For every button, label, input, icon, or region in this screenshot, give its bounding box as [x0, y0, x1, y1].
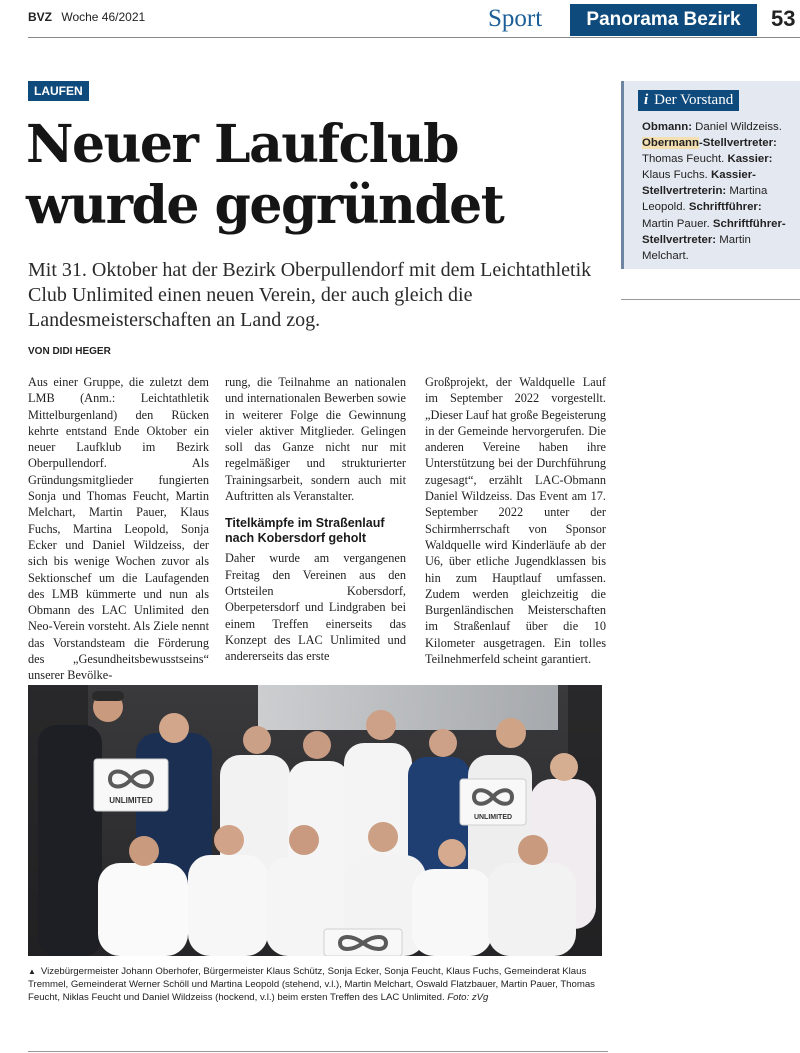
group-photo-illustration — [28, 685, 602, 956]
standfirst: Mit 31. Oktober hat der Bezirk Oberpullendorf mit dem Leichtathletik Club Unlimited einen neuen Verein, der auch gleich die Landesmeisterschaften an Land zog. — [28, 259, 592, 331]
role-deputy-treasurer: Kassier-Stellvertreterin: — [642, 169, 756, 198]
photo-caption — [28, 965, 602, 1005]
name-chairman: Daniel Wildzeiss. — [692, 121, 782, 133]
body-column-2 — [225, 374, 406, 664]
section-label: Sport — [488, 5, 543, 32]
caption-marker-icon: ▲ — [28, 967, 36, 976]
unlimited-sign-bottom — [324, 929, 402, 956]
group-photo — [28, 685, 602, 956]
subheading: Titelkämpfe im Straßenlauf nach Kobersdorf geholt — [225, 516, 385, 546]
byline: VON DIDI HEGER — [28, 346, 111, 357]
caption-text: Vizebürgermeister Johann Oberhofer, Bürgermeister Klaus Schütz, Sonja Ecker, Sonja Feucht, Klaus Fuchs, Gemeinderat Klaus Tremmel, Gemeinderat Werner Schöll und Martina Leopold (stehend, v.l.), Martin Melchart, Oswald Flatzbauer, Martin Pauer, Thomas Feucht, Niklas Feucht und Daniel Wildzeiss (hockend, v.l.) beim ersten Treffen des LAC Unlimited. — [28, 966, 595, 1004]
headline — [26, 114, 606, 236]
name-deputy-secretary: Martin Melchart. — [642, 233, 751, 262]
body-column-1: Aus einer Gruppe, die zuletzt dem LMB (Anm.: Leichtathletik Mittelburgenland) den Rücken kehrte entstand Ende Oktober ein neuer Laufklub im Bezirk Oberpullendorf. Als Gründungsmitglieder fungierten Sonja und Thomas Feucht, Martin Melchart, Martin Pauer, Klaus Fuchs, Martina Leopold, Sonja Ecker und Daniel Wildzeiss, der sich bis wenige Wochen zuvor als Sektionschef um die Laufagenden des LMB kümmerte und nun als Obmann des LAC Unlimited den Neo-Verein vorsteht. Als Ziele nennt das Vorstandsteam die Förderung des „Gesundheitsbewusstseins“ unserer Bevölke- — [28, 375, 209, 683]
region-tab: Panorama Bezirk — [570, 4, 757, 36]
info-icon: i — [644, 92, 649, 108]
board-members-list — [642, 119, 794, 264]
body-column-2-text-b: Daher wurde am vergangenen Freitag den Vereinen aus den Ortsteilen Kobersdorf, Oberpetersdorf und Lindgraben bei einem Treffen einerseits das Konzept des LAC Unlimited und andererseits das erste — [225, 551, 406, 664]
role-treasurer: Kassier: — [724, 153, 773, 166]
name-deputy-chairman: Thomas Feucht. — [642, 153, 725, 166]
role-secretary: Schriftführer: — [685, 201, 762, 214]
brand-name: BVZ — [28, 10, 52, 24]
masthead — [28, 10, 145, 24]
role-deputy-chairman: -Stellvertreter: — [698, 137, 777, 150]
issue-label: Woche 46/2021 — [61, 10, 146, 24]
body-column-2-text: rung, die Teilnahme an nationalen und internationalen Bewerben sowie in weiterer Folge die Gewinnung vieler aktiver Mitglieder. Gelingen soll das Ganze nicht nur mit regelmäßiger und strukturierter Trainingsarbeit, sondern auch mit Auftritten als Veranstalter. — [225, 375, 406, 504]
page-number: 53 — [771, 6, 796, 31]
infobox-title: Der Vorstand — [654, 92, 734, 108]
sign-text-left: UNLIMITED — [109, 796, 153, 805]
board-infobox — [621, 81, 800, 269]
body-column-3: Großprojekt, der Waldquelle Lauf im September 2022 vorgestellt. „Dieser Lauf hat große Begeisterung in der Gemeinde hervorgerufen. Die anderen Vereine haben ihre Unterstützung bei der Durchführung zugesagt“, erzählt LAC-Obmann Daniel Wildzeiss. Das Event am 17. September 2022 unter der Schirmherrschaft von Sponsor Waldquelle wird Kinderläufe ab der U6, über etliche Jugendklassen bis hin zum Hauptlauf umfassen. Zudem werden gleichzeitig die Burgenländischen Meisterschaften im Straßenlauf über die 10 Kilometer ausgetragen. Ein tolles Teilnehmerfeld scheint garantiert. — [425, 375, 606, 667]
headline-line-2: wurde gegründet — [26, 175, 504, 236]
name-deputy-treasurer: Martina Leopold. — [642, 185, 768, 214]
photo-credit: Foto: zVg — [447, 992, 489, 1004]
sidebar-divider — [621, 299, 800, 300]
sign-text-right: UNLIMITED — [473, 814, 513, 821]
footer-divider — [28, 1051, 608, 1052]
role-deputy-secretary: Schriftführer-Stellvertreter: — [642, 217, 786, 246]
infobox-title-tag — [638, 90, 739, 111]
name-secretary: Martin Pauer. — [642, 217, 710, 230]
headline-line-1: Neuer Laufclub — [26, 114, 459, 175]
header-divider — [28, 37, 800, 38]
role-chairman: Obmann: — [642, 121, 692, 133]
unlimited-sign-right — [460, 779, 526, 825]
name-treasurer: Klaus Fuchs. — [642, 169, 708, 182]
kicker-badge: LAUFEN — [28, 81, 89, 101]
role-deputy-chairman-highlight: Obermann — [642, 137, 699, 150]
unlimited-sign-left — [94, 759, 168, 811]
